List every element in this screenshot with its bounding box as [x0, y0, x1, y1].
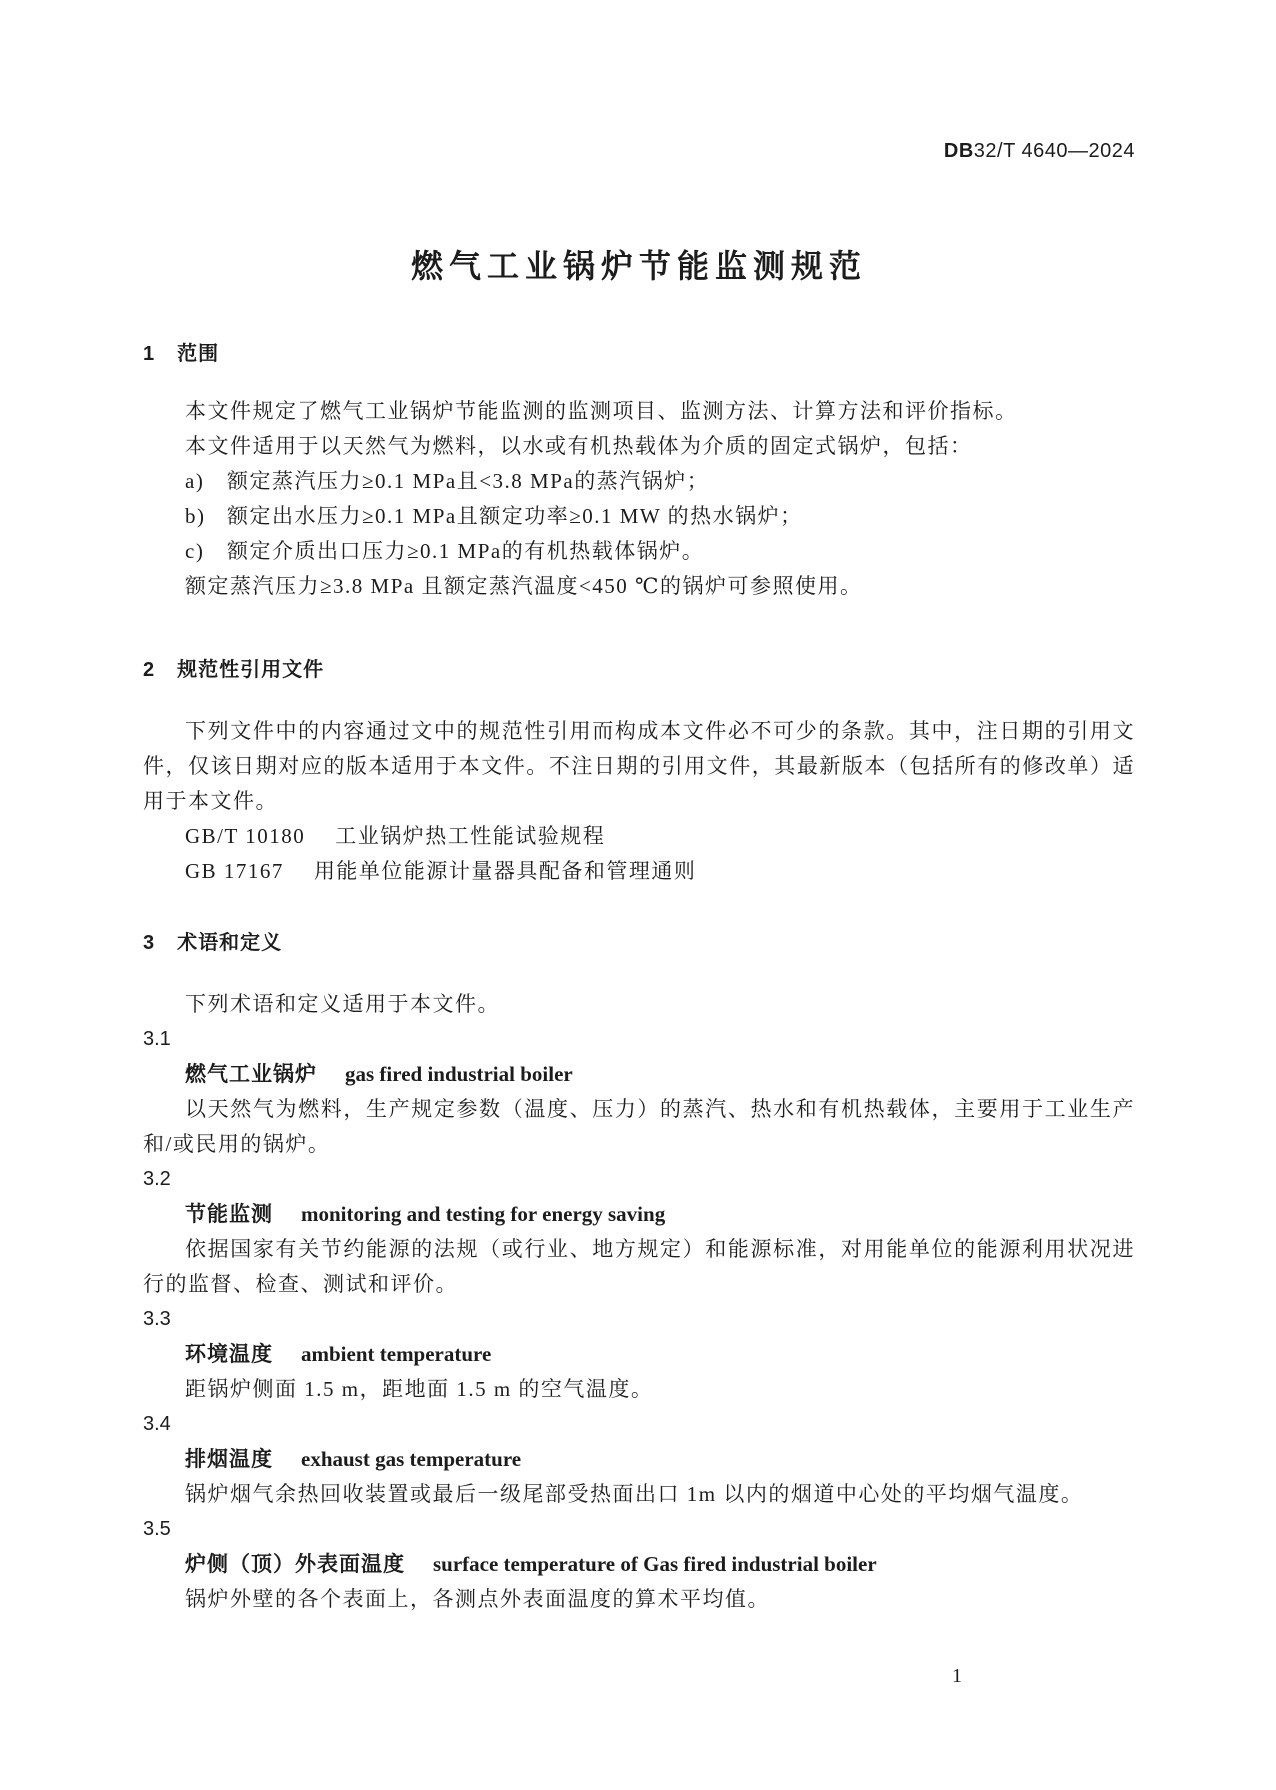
reference-title: 用能单位能源计量器具配备和管理通则 — [313, 859, 697, 883]
reference-code: GB/T 10180 — [185, 824, 306, 848]
term-zh: 燃气工业锅炉 — [185, 1063, 317, 1086]
term-definition: 以天然气为燃料，生产规定参数（温度、压力）的蒸汽、热水和有机热载体，主要用于工业生产和/或民用的锅炉。 — [143, 1097, 1135, 1156]
term-line — [143, 1057, 1135, 1092]
term-zh: 节能监测 — [185, 1203, 273, 1226]
section-3-heading — [143, 929, 1135, 957]
document-title: 燃气工业锅炉节能监测规范 — [410, 248, 867, 284]
scope-paragraph-3: 额定蒸汽压力≥3.8 MPa 且额定蒸汽温度<450 ℃的锅炉可参照使用。 — [185, 574, 863, 598]
term-definition: 距锅炉侧面 1.5 m，距地面 1.5 m 的空气温度。 — [185, 1377, 654, 1401]
term-definition: 锅炉外壁的各个表面上，各测点外表面温度的算术平均值。 — [185, 1587, 770, 1611]
list-item-text: 额定介质出口压力≥0.1 MPa的有机热载体锅炉。 — [227, 539, 705, 563]
section-1-heading — [143, 340, 1135, 368]
term-line — [143, 1442, 1135, 1477]
document-code-number: 32/T 4640—2024 — [973, 140, 1135, 162]
list-item-text: 额定出水压力≥0.1 MPa且额定功率≥0.1 MW 的热水锅炉； — [227, 504, 803, 528]
term-en: monitoring and testing for energy saving — [301, 1202, 666, 1226]
term-definition: 依据国家有关节约能源的法规（或行业、地方规定）和能源标准，对用能单位的能源利用状况进行的监督、检查、测试和评价。 — [143, 1237, 1135, 1296]
section-3-number: 3 — [143, 932, 156, 954]
list-item-label: a) — [185, 469, 205, 493]
document-code — [143, 138, 1135, 164]
section-2-title: 规范性引用文件 — [177, 659, 325, 681]
term-line — [143, 1547, 1135, 1582]
list-item-text: 额定蒸汽压力≥0.1 MPa且<3.8 MPa的蒸汽锅炉； — [227, 469, 710, 493]
term-zh: 炉侧（顶）外表面温度 — [185, 1553, 405, 1576]
reference-entry — [143, 819, 1135, 854]
page-number: 1 — [952, 1665, 962, 1687]
scope-list-item-c — [143, 534, 1135, 569]
document-content — [143, 0, 1135, 1617]
term-zh: 环境温度 — [185, 1343, 273, 1366]
term-definition: 锅炉烟气余热回收装置或最后一级尾部受热面出口 1m 以内的烟道中心处的平均烟气温度。 — [185, 1482, 1084, 1506]
section-1-title: 范围 — [177, 343, 220, 365]
term-number: 3.2 — [143, 1168, 171, 1190]
reference-title: 工业锅炉热工性能试验规程 — [335, 824, 606, 848]
term-number: 3.5 — [143, 1518, 171, 1540]
scope-paragraph-2: 本文件适用于以天然气为燃料，以水或有机热载体为介质的固定式锅炉，包括： — [185, 434, 973, 458]
term-number: 3.4 — [143, 1413, 171, 1435]
term-en: exhaust gas temperature — [301, 1447, 522, 1471]
term-line — [143, 1337, 1135, 1372]
document-code-prefix: DB — [943, 140, 974, 162]
term-line — [143, 1197, 1135, 1232]
references-paragraph: 下列文件中的内容通过文中的规范性引用而构成本文件必不可少的条款。其中，注日期的引用文件，仅该日期对应的版本适用于本文件。不注日期的引用文件，其最新版本（包括所有的修改单）适用于本文件。 — [143, 719, 1135, 813]
list-item-label: b) — [185, 504, 206, 528]
term-en: surface temperature of Gas fired industrial boiler — [433, 1552, 877, 1576]
reference-code: GB 17167 — [185, 859, 284, 883]
section-2-heading — [143, 656, 1135, 684]
scope-list-item-a — [143, 464, 1135, 499]
scope-list-item-b — [143, 499, 1135, 534]
term-zh: 排烟温度 — [185, 1448, 273, 1471]
section-2-number: 2 — [143, 659, 156, 681]
section-3-title: 术语和定义 — [177, 932, 283, 954]
scope-paragraph-1: 本文件规定了燃气工业锅炉节能监测的监测项目、监测方法、计算方法和评价指标。 — [185, 399, 1018, 423]
section-1-number: 1 — [143, 343, 156, 365]
term-en: gas fired industrial boiler — [345, 1062, 573, 1086]
term-number: 3.1 — [143, 1028, 171, 1050]
reference-entry — [143, 854, 1135, 889]
list-item-label: c) — [185, 539, 205, 563]
term-number: 3.3 — [143, 1308, 171, 1330]
terms-intro: 下列术语和定义适用于本文件。 — [185, 992, 500, 1016]
term-en: ambient temperature — [301, 1342, 492, 1366]
